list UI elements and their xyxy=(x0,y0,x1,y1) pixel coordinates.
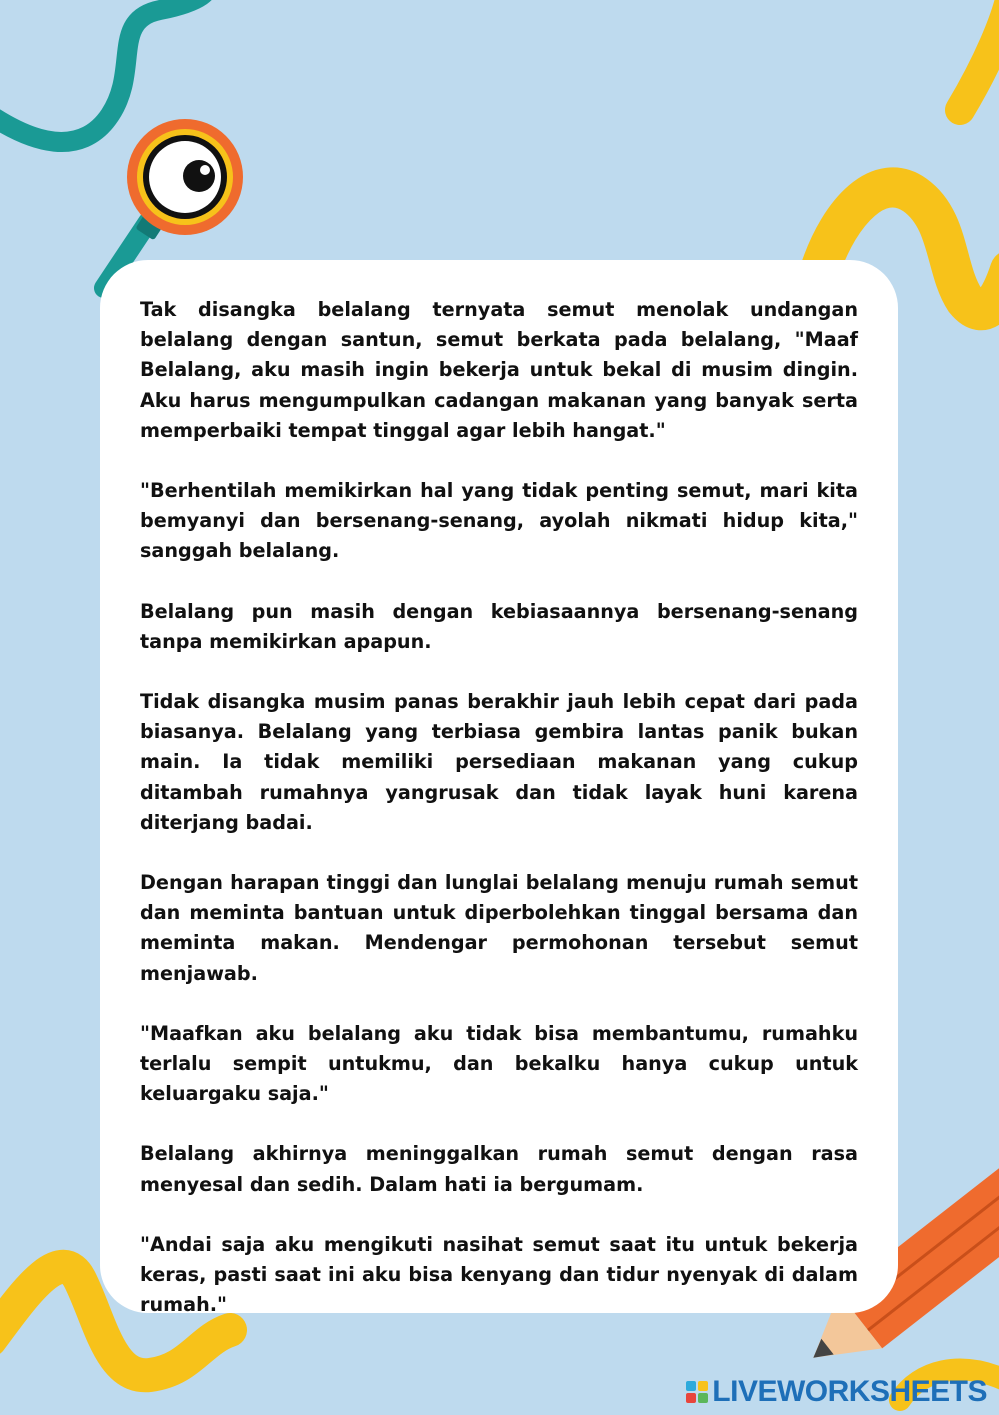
liveworksheets-logo-icon xyxy=(686,1381,708,1403)
story-paragraph-1: Tak disangka belalang ternyata semut menolak undangan belalang dengan santun, semut berkata pada belalang, "Maaf Belalang, aku masih ingin bekerja untuk bekal di musim dingin. Aku harus mengumpulkan cadangan makanan yang banyak serta memperbaiki tempat tinggal agar lebih hangat." xyxy=(140,298,858,442)
watermark-text: LIVEWORKSHEETS xyxy=(712,1375,987,1408)
story-paragraph-5: Dengan harapan tinggi dan lunglai belalang menuju rumah semut dan meminta bantuan untuk diperbolehkan tinggal bersama dan meminta makan. Mendengar permohonan tersebut semut menjawab. xyxy=(140,871,858,985)
liveworksheets-watermark xyxy=(686,1376,987,1408)
story-paragraph-4: Tidak disangka musim panas berakhir jauh lebih cepat dari pada biasanya. Belalang yang terbiasa gembira lantas panik bukan main. Ia tidak memiliki persediaan makanan yang cukup ditambah rumahnya yangrusak dan tidak layak huni karena diterjang badai. xyxy=(140,690,858,834)
story-paragraph-3: Belalang pun masih dengan kebiasaannya bersenang-senang tanpa memikirkan apapun. xyxy=(140,599,858,653)
story-card xyxy=(100,260,898,1317)
story-paragraph-6: "Maafkan aku belalang aku tidak bisa membantumu, rumahku terlalu sempit untukmu, dan bekalku hanya cukup untuk keluargaku saja." xyxy=(140,1021,858,1106)
story-paragraph-8: "Andai saja aku mengikuti nasihat semut saat itu untuk bekerja keras, pasti saat ini aku bisa kenyang dan tidur nyenyak di dalam rumah." xyxy=(140,1232,858,1317)
story-paragraph-2: "Berhentilah memikirkan hal yang tidak penting semut, mari kita bemyanyi dan bersenang-senang, ayolah nikmati hidup kita," sanggah belalang. xyxy=(140,479,858,563)
story-paragraph-7: Belalang akhirnya meninggalkan rumah semut dengan rasa menyesal dan sedih. Dalam hati ia bergumam. xyxy=(140,1142,858,1196)
